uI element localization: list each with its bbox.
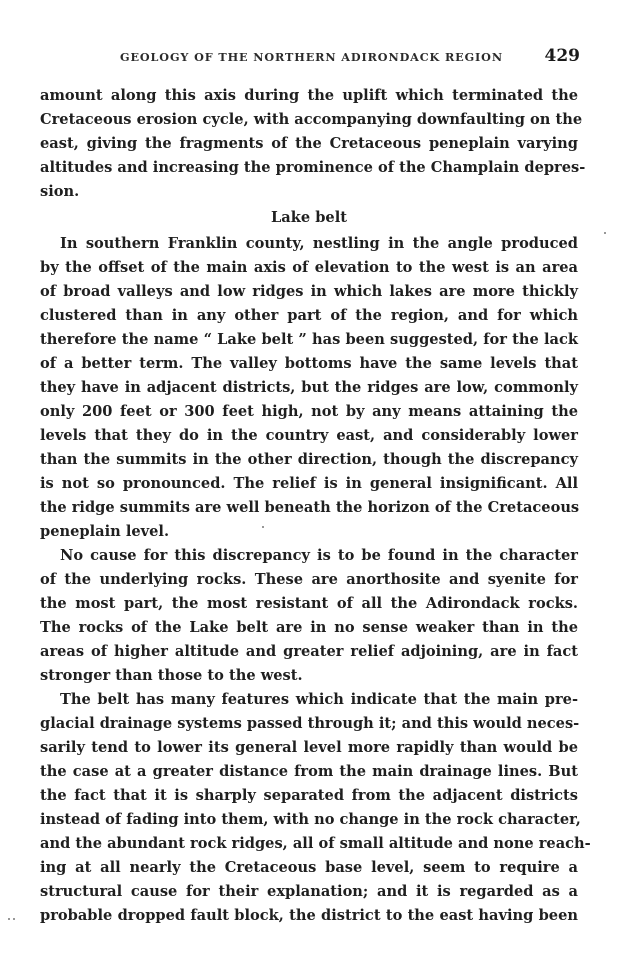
text-line: probable dropped fault block, the district to the east having been: [40, 907, 578, 924]
text-line: structural cause for their explanation; and it is regarded as a: [40, 883, 578, 900]
text-line: peneplain level.: [40, 523, 170, 540]
text-line: they have in adjacent districts, but the ridges are low, commonly: [40, 379, 578, 396]
text-line: the most part, the most resistant of all the Adirondack rocks.: [40, 595, 578, 612]
scan-speck: [8, 918, 10, 920]
text-line: sion.: [40, 183, 80, 200]
text-line: stronger than those to the west.: [40, 667, 303, 684]
section-heading: Lake belt: [271, 209, 347, 226]
text-line: only 200 feet or 300 feet high, not by any means attaining the: [40, 403, 578, 420]
text-line: levels that they do in the country east, and considerably lower: [40, 427, 578, 444]
text-line: by the offset of the main axis of elevation to the west is an area: [40, 259, 578, 276]
scan-speck: [262, 526, 264, 528]
text-line: of a better term. The valley bottoms have the same levels that: [40, 355, 578, 372]
text-line: The rocks of the Lake belt are in no sense weaker than in the: [40, 619, 578, 636]
scan-speck: [604, 232, 606, 234]
text-line: clustered than in any other part of the region, and for which: [40, 307, 578, 324]
text-line: of broad valleys and low ridges in which lakes are more thickly: [40, 283, 578, 300]
text-line: therefore the name “ Lake belt ” has been suggested, for the lack: [40, 331, 578, 348]
text-line: The belt has many features which indicate that the main pre-: [60, 691, 578, 708]
running-head: [40, 48, 580, 68]
text-line: Cretaceous erosion cycle, with accompanying downfaulting on the: [40, 111, 583, 128]
text-line: sarily tend to lower its general level more rapidly than would be: [40, 739, 578, 756]
text-line: No cause for this discrepancy is to be found in the character: [60, 547, 578, 564]
text-line: the case at a greater distance from the main drainage lines. But: [40, 763, 578, 780]
page-number: 429: [544, 46, 580, 66]
text-line: altitudes and increasing the prominence of the Champlain depres-: [40, 159, 586, 176]
text-line: instead of fading into them, with no change in the rock character,: [40, 811, 581, 828]
text-line: east, giving the fragments of the Cretaceous peneplain varying: [40, 135, 578, 152]
text-line: the fact that it is sharply separated from the adjacent districts: [40, 787, 578, 804]
text-line: of the underlying rocks. These are anorthosite and syenite for: [40, 571, 578, 588]
text-line: ing at all nearly the Cretaceous base level, seem to require a: [40, 859, 578, 876]
text-line: areas of higher altitude and greater relief adjoining, are in fact: [40, 643, 578, 660]
text-line: and the abundant rock ridges, all of small altitude and none reach-: [40, 835, 591, 852]
text-line: is not so pronounced. The relief is in general insignificant. All: [40, 475, 578, 492]
running-title: GEOLOGY OF THE NORTHERN ADIRONDACK REGION: [120, 50, 503, 64]
text-line: In southern Franklin county, nestling in the angle produced: [60, 235, 578, 252]
text-line: amount along this axis during the uplift which terminated the: [40, 87, 578, 104]
text-line: than the summits in the other direction, though the discrepancy: [40, 451, 578, 468]
text-line: glacial drainage systems passed through it; and this would neces-: [40, 715, 580, 732]
scan-speck: [13, 918, 15, 920]
text-line: the ridge summits are well beneath the horizon of the Cretaceous: [40, 499, 580, 516]
